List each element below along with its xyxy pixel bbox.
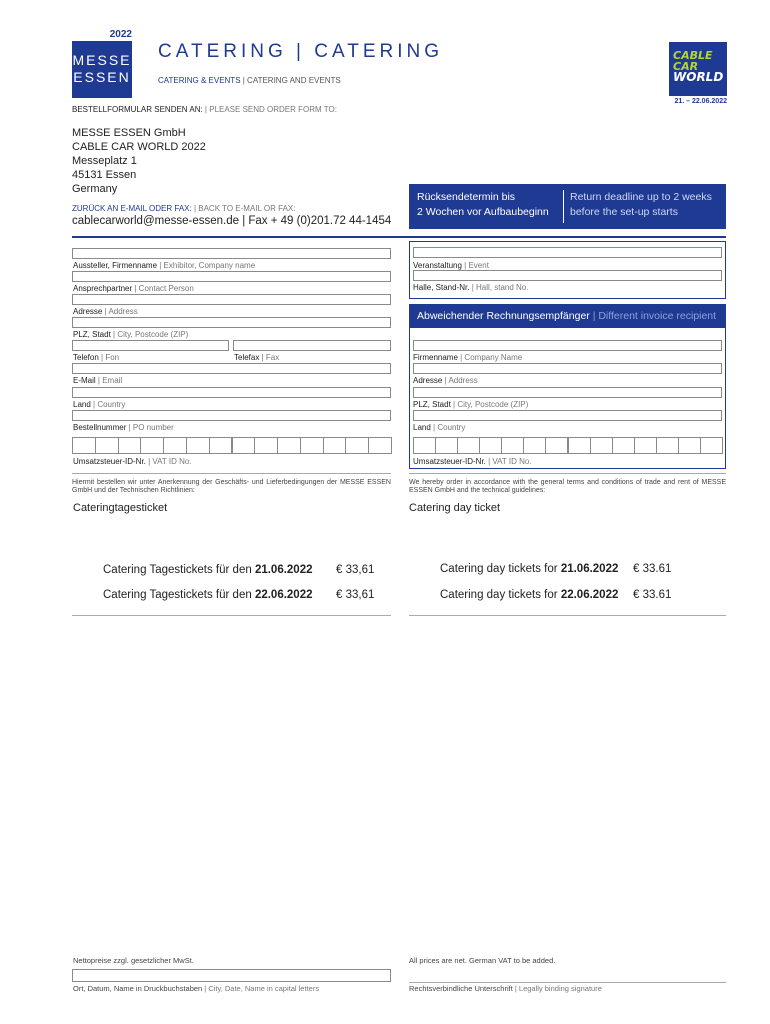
event-input[interactable] <box>413 247 722 258</box>
address-line: MESSE ESSEN GmbH <box>72 127 186 139</box>
phone-input[interactable] <box>72 340 229 351</box>
exhibitor-label <box>73 261 255 270</box>
ticket-date: 21.06.2022 <box>254 564 313 576</box>
label-en: | Fax <box>259 353 280 362</box>
ticket-price-en: € 33.61 <box>633 563 672 575</box>
divider <box>72 473 391 474</box>
label-en: | PO number <box>126 423 174 432</box>
vat-id-cell[interactable] <box>72 437 96 454</box>
ticket-date: 22.06.2022 <box>254 589 313 601</box>
vat-id-cell[interactable] <box>700 437 723 454</box>
address-input[interactable] <box>72 294 391 305</box>
cable-car-world-logo <box>669 42 727 96</box>
divider <box>409 473 726 474</box>
label-en: | Address <box>102 307 138 316</box>
vat-id-cell[interactable] <box>457 437 480 454</box>
vat-id-label <box>73 457 192 466</box>
label-de: Ansprechpartner <box>73 284 133 293</box>
send-to-de: BESTELLFORMULAR SENDEN AN: <box>72 105 203 114</box>
title-de: CATERING <box>158 41 287 62</box>
po-number-label <box>73 423 174 432</box>
deadline-en <box>564 190 712 223</box>
vat-id-cell[interactable] <box>118 437 142 454</box>
city-input[interactable] <box>72 317 391 328</box>
vat-id-cell[interactable] <box>523 437 546 454</box>
divider <box>409 615 726 616</box>
label-de: Aussteller, Firmenname <box>73 261 158 270</box>
ticket-row-de <box>103 564 313 576</box>
ticket-date: 21.06.2022 <box>560 563 619 575</box>
label-en: | Company Name <box>457 353 523 362</box>
ticket-price-de: € 33,61 <box>336 564 375 576</box>
label-en: | Hall, stand No. <box>469 283 529 292</box>
subtitle-de: CATERING & EVENTS <box>158 76 241 85</box>
vat-id-cell[interactable] <box>501 437 524 454</box>
fax-label <box>234 353 279 362</box>
label-en: | Email <box>95 376 123 385</box>
contact-email-fax[interactable]: cablecarworld@messe-essen.de | Fax + 49 (0)201.72 44-1454 <box>72 215 392 227</box>
vat-id-cell[interactable] <box>634 437 657 454</box>
label-en: | Contact Person <box>132 284 194 293</box>
invoice-address-input[interactable] <box>413 363 722 374</box>
terms-en: We hereby order in accordance with the general terms and conditions of trade and rent of MESSE ESSEN GmbH and the technical guidelines: <box>409 479 726 494</box>
back-to-label <box>72 204 295 213</box>
invoice-address-label <box>413 376 478 385</box>
label-de: Land <box>73 400 91 409</box>
invoice-country-label <box>413 423 465 432</box>
label-en: | Event <box>461 261 489 270</box>
send-to-en: | PLEASE SEND ORDER FORM TO: <box>202 105 337 114</box>
label-de: Umsatzsteuer-ID-Nr. <box>413 457 486 466</box>
label-de: Rechtsverbindliche Unterschrift <box>409 984 513 993</box>
ticket-title-en: Catering day ticket <box>409 502 501 514</box>
vat-id-cell[interactable] <box>545 437 568 454</box>
deadline-de-line-2: 2 Wochen vor Aufbaubeginn <box>417 206 549 218</box>
send-to-label <box>72 105 337 114</box>
phone-label <box>73 353 119 362</box>
page-subtitle <box>158 76 341 85</box>
logo-year: 2022 <box>109 29 132 40</box>
vat-id-cell[interactable] <box>300 437 324 454</box>
address-label <box>73 307 138 316</box>
divider <box>72 236 726 238</box>
vat-id-cell[interactable] <box>568 437 591 454</box>
deadline-banner <box>409 184 726 229</box>
label-de: PLZ, Stadt <box>413 400 451 409</box>
vat-id-cell[interactable] <box>140 437 164 454</box>
email-label <box>73 376 122 385</box>
event-label <box>413 261 489 270</box>
vat-id-cell[interactable] <box>277 437 301 454</box>
signature-line[interactable] <box>409 982 726 983</box>
vat-id-cell[interactable] <box>413 437 436 454</box>
place-date-name-input[interactable] <box>72 969 391 982</box>
vat-id-cell[interactable] <box>345 437 369 454</box>
email-input[interactable] <box>72 363 391 374</box>
ticket-text: Catering day tickets for <box>440 589 561 601</box>
address-line: CABLE CAR WORLD 2022 <box>72 141 206 153</box>
deadline-en-line-2: before the set-up starts <box>570 206 678 218</box>
vat-id-cell[interactable] <box>232 437 256 454</box>
hall-stand-label <box>413 283 528 292</box>
label-de: Telefon <box>73 353 99 362</box>
contact-person-label <box>73 284 194 293</box>
ticket-title-de: Cateringtagesticket <box>73 502 168 514</box>
back-to-de: ZURÜCK AN E-MAIL ODER FAX: <box>72 204 192 213</box>
event-logo-line-1: CABLE <box>673 49 713 62</box>
address-line: Germany <box>72 183 118 195</box>
back-to-en: | BACK TO E-MAIL OR FAX: <box>191 204 296 213</box>
label-de: Ort, Datum, Name in Druckbuchstaben <box>73 984 203 993</box>
vat-id-cell[interactable] <box>479 437 502 454</box>
heading-de: Abweichender Rechnungsempfänger <box>417 310 590 322</box>
ticket-text: Catering Tagestickets für den <box>103 564 255 576</box>
city-label <box>73 330 188 339</box>
vat-id-cell[interactable] <box>368 437 392 454</box>
vat-id-cell[interactable] <box>95 437 119 454</box>
logo-line-2: ESSEN <box>73 69 131 85</box>
event-logo-line-3: WORLD <box>673 70 724 84</box>
invoice-company-input[interactable] <box>413 340 722 351</box>
vat-id-input-left[interactable] <box>72 437 391 454</box>
country-input[interactable] <box>72 387 391 398</box>
label-en: | Address <box>442 376 478 385</box>
label-de: Telefax <box>234 353 260 362</box>
invoice-vat-id-label <box>413 457 532 466</box>
deadline-de-line-1: Rücksendetermin bis <box>417 191 516 203</box>
label-en: | City, Postcode (ZIP) <box>110 330 189 339</box>
label-de: E-Mail <box>73 376 96 385</box>
heading-en: | Different invoice recipient <box>589 310 717 322</box>
ticket-text: Catering day tickets for <box>440 563 561 575</box>
label-en: | Country <box>90 400 126 409</box>
label-en: | Legally binding signature <box>512 984 602 993</box>
logo-line-1: MESSE <box>72 52 132 68</box>
deadline-en-line-1: Return deadline up to 2 weeks <box>570 191 712 203</box>
ticket-row-en <box>440 589 618 601</box>
exhibitor-input[interactable] <box>72 248 391 259</box>
address-line: 45131 Essen <box>72 169 137 181</box>
vat-id-cell[interactable] <box>612 437 635 454</box>
vat-id-cell[interactable] <box>254 437 278 454</box>
ticket-row-en <box>440 563 618 575</box>
place-date-name-label <box>73 984 319 993</box>
title-en: CATERING <box>314 41 444 62</box>
label-en: | Fon <box>98 353 120 362</box>
messe-essen-logo <box>72 41 132 98</box>
terms-de: Hiermit bestellen wir unter Anerkennung der Geschäfts- und Lieferbedingungen der MESSE ESSEN GmbH und der Technischen Richtlinien: <box>72 479 391 494</box>
po-number-input[interactable] <box>72 410 391 421</box>
ticket-row-de <box>103 589 313 601</box>
contact-person-input[interactable] <box>72 271 391 282</box>
label-de: Umsatzsteuer-ID-Nr. <box>73 457 146 466</box>
label-de: Firmenname <box>413 353 458 362</box>
hall-stand-input[interactable] <box>413 270 722 281</box>
vat-id-cell[interactable] <box>323 437 347 454</box>
net-prices-note-de: Nettopreise zzgl. gesetzlicher MwSt. <box>73 956 194 965</box>
country-label <box>73 400 125 409</box>
deadline-de <box>417 190 564 223</box>
label-en: | City, Postcode (ZIP) <box>450 400 529 409</box>
vat-id-cell[interactable] <box>656 437 679 454</box>
label-de: Land <box>413 423 431 432</box>
vat-id-cell[interactable] <box>590 437 613 454</box>
label-en: | VAT ID No. <box>145 457 192 466</box>
vat-id-cell[interactable] <box>435 437 458 454</box>
ticket-text: Catering Tagestickets für den <box>103 589 255 601</box>
invoice-company-label <box>413 353 522 362</box>
label-en: | City, Date, Name in capital letters <box>202 984 320 993</box>
label-en: | Country <box>430 423 466 432</box>
invoice-country-input[interactable] <box>413 410 722 421</box>
title-separator: | <box>286 41 315 62</box>
vat-id-cell[interactable] <box>186 437 210 454</box>
label-de: Adresse <box>73 307 103 316</box>
label-en: | VAT ID No. <box>485 457 532 466</box>
vat-id-input-right[interactable] <box>413 437 722 454</box>
label-de: Adresse <box>413 376 443 385</box>
ticket-date: 22.06.2022 <box>560 589 619 601</box>
ticket-price-en: € 33.61 <box>633 589 672 601</box>
vat-id-cell[interactable] <box>163 437 187 454</box>
event-dates: 21. – 22.06.2022 <box>674 98 727 105</box>
vat-id-cell[interactable] <box>678 437 701 454</box>
invoice-city-input[interactable] <box>413 387 722 398</box>
invoice-recipient-heading <box>409 304 726 328</box>
event-logo-line-2: CAR <box>673 60 699 73</box>
recipient-address <box>72 126 206 196</box>
label-de: Halle, Stand-Nr. <box>413 283 470 292</box>
ticket-price-de: € 33,61 <box>336 589 375 601</box>
label-de: Veranstaltung <box>413 261 462 270</box>
label-de: Bestellnummer <box>73 423 127 432</box>
divider <box>72 615 391 616</box>
signature-label <box>409 984 602 993</box>
label-en: | Exhibitor, Company name <box>157 261 256 270</box>
subtitle-en: | CATERING AND EVENTS <box>240 76 341 85</box>
label-de: PLZ, Stadt <box>73 330 111 339</box>
vat-id-cell[interactable] <box>209 437 233 454</box>
invoice-city-label <box>413 400 528 409</box>
page-title <box>158 41 443 63</box>
fax-input[interactable] <box>233 340 391 351</box>
net-prices-note-en: All prices are net. German VAT to be added. <box>409 956 556 965</box>
address-line: Messeplatz 1 <box>72 155 137 167</box>
